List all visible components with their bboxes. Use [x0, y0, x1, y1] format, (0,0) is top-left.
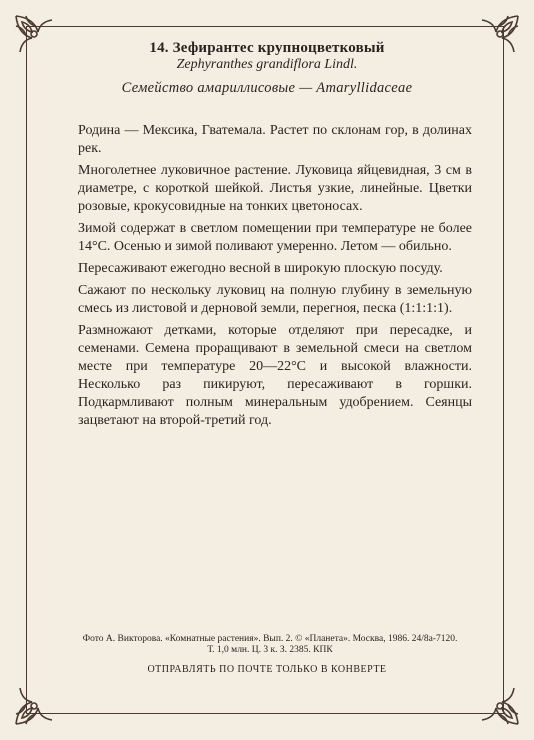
corner-ornament-bottom-left-icon: [12, 682, 58, 728]
photo-credit: [50, 634, 490, 656]
corner-ornament-bottom-right-icon: [476, 682, 522, 728]
plant-family: Семейство амариллисовые — Amaryllidaceae: [121, 80, 413, 96]
paragraph-description: Многолетнее луковичное растение. Луковица яйцевидная, 3 см в диаметре, с короткой шейкой. Листья узкие, линейные. Цветки розовые, крокусовидные на тонких цветоносах.: [78, 163, 472, 214]
paragraph-winter-care: Зимой содержат в светлом помещении при температуре не более 14°С. Осенью и зимой поливают умеренно. Летом — обильно.: [78, 221, 472, 254]
paragraph-planting: Сажают по нескольку луковиц на полную глубину в земельную смесь из листовой и дерновой земли, перегноя, песка (1:1:1:1).: [78, 283, 472, 316]
plant-title: 14. Зефирантес крупноцветковый: [149, 40, 385, 56]
mail-notice: ОТПРАВЛЯТЬ ПО ПОЧТЕ ТОЛЬКО В КОНВЕРТЕ: [147, 664, 387, 675]
paragraph-origin: Родина — Мексика, Гватемала. Растет по склонам гор, в долинах рек.: [78, 123, 472, 156]
paragraph-propagation: Размножают детками, которые отделяют при пересадке, и семенами. Семена проращивают в земельной смеси на светлом месте при температуре 20—22°С и высокой влажности. Несколько раз пикируют, пересаживают в горшки. Подкармливают полным минеральным удобрением. Сеянцы зацветают на второй-третий год.: [78, 323, 472, 428]
latin-name: Zephyranthes grandiflora Lindl.: [176, 57, 358, 72]
credit-line-1: Фото А. Викторова. «Комнатные растения». Вып. 2. © «Планета». Москва, 1986. 24/8а-7120.: [82, 634, 458, 644]
description-text: [78, 122, 472, 434]
credit-line-2: Т. 1,0 млн. Ц. 3 к. З. 2385. КПК: [207, 645, 333, 655]
paragraph-repotting: Пересаживают ежегодно весной в широкую плоскую посуду.: [78, 261, 443, 276]
